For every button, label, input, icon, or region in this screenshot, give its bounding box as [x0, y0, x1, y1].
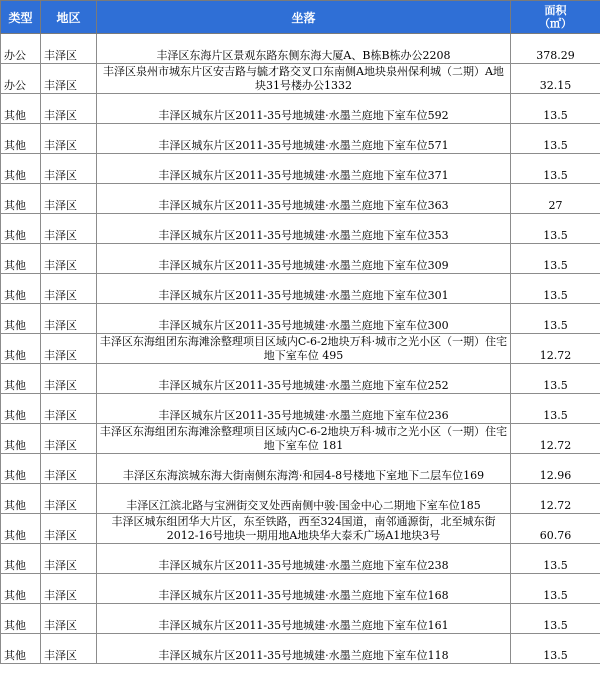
cell-area: 12.72 — [511, 484, 600, 514]
cell-address: 丰泽区城东片区2011-35号地城建·水墨兰庭地下室车位236 — [97, 394, 511, 424]
cell-area: 13.5 — [511, 604, 600, 634]
table-row — [1, 484, 600, 514]
cell-type: 办公 — [1, 64, 41, 94]
cell-type: 其他 — [1, 574, 41, 604]
table-row — [1, 334, 600, 364]
cell-address: 丰泽区城东片区2011-35号地城建·水墨兰庭地下室车位353 — [97, 214, 511, 244]
cell-area: 13.5 — [511, 124, 600, 154]
cell-address: 丰泽区东海组团东海滩涂整理项目区域内C-6-2地块万科·城市之光小区（一期）住宅地下室车位 495 — [97, 334, 511, 364]
table-row — [1, 304, 600, 334]
cell-area: 13.5 — [511, 214, 600, 244]
cell-address: 丰泽区泉州市城东片区安吉路与毓才路交叉口东南侧A地块泉州保利城（二期）A地块31号楼办公1332 — [97, 64, 511, 94]
cell-region: 丰泽区 — [41, 304, 97, 334]
cell-area: 378.29 — [511, 34, 600, 64]
cell-address: 丰泽区江滨北路与宝洲街交叉处西南侧中骏·国金中心二期地下室车位185 — [97, 484, 511, 514]
cell-address: 丰泽区城东片区2011-35号地城建·水墨兰庭地下室车位309 — [97, 244, 511, 274]
cell-type: 其他 — [1, 334, 41, 364]
cell-region: 丰泽区 — [41, 634, 97, 664]
cell-type: 其他 — [1, 214, 41, 244]
cell-type: 其他 — [1, 424, 41, 454]
table-row — [1, 394, 600, 424]
table-row — [1, 544, 600, 574]
cell-type: 其他 — [1, 484, 41, 514]
cell-address: 丰泽区东海滨城东海大街南侧东海湾·和园4-8号楼地下室地下二层车位169 — [97, 454, 511, 484]
table-row — [1, 424, 600, 454]
cell-type: 其他 — [1, 364, 41, 394]
header-area — [511, 1, 600, 34]
cell-region: 丰泽区 — [41, 484, 97, 514]
header-address: 坐落 — [97, 1, 511, 34]
cell-area: 12.96 — [511, 454, 600, 484]
cell-type: 其他 — [1, 514, 41, 544]
cell-address: 丰泽区城东片区2011-35号地城建·水墨兰庭地下室车位161 — [97, 604, 511, 634]
table-row — [1, 124, 600, 154]
cell-type: 其他 — [1, 94, 41, 124]
cell-type: 其他 — [1, 244, 41, 274]
table-row — [1, 214, 600, 244]
cell-type: 其他 — [1, 274, 41, 304]
cell-region: 丰泽区 — [41, 364, 97, 394]
table-body — [1, 34, 600, 664]
table-row — [1, 514, 600, 544]
cell-address: 丰泽区城东片区2011-35号地城建·水墨兰庭地下室车位238 — [97, 544, 511, 574]
table-row — [1, 574, 600, 604]
table-row — [1, 274, 600, 304]
cell-address: 丰泽区城东片区2011-35号地城建·水墨兰庭地下室车位252 — [97, 364, 511, 394]
table-row — [1, 154, 600, 184]
header-type: 类型 — [1, 1, 41, 34]
cell-address: 丰泽区城东片区2011-35号地城建·水墨兰庭地下室车位371 — [97, 154, 511, 184]
cell-type: 其他 — [1, 124, 41, 154]
cell-area: 13.5 — [511, 544, 600, 574]
table-row — [1, 244, 600, 274]
cell-region: 丰泽区 — [41, 244, 97, 274]
cell-area: 32.15 — [511, 64, 600, 94]
cell-region: 丰泽区 — [41, 514, 97, 544]
header-area-unit: （㎡） — [539, 17, 572, 30]
cell-address: 丰泽区城东片区2011-35号地城建·水墨兰庭地下室车位571 — [97, 124, 511, 154]
table-row — [1, 64, 600, 94]
cell-region: 丰泽区 — [41, 64, 97, 94]
cell-region: 丰泽区 — [41, 274, 97, 304]
cell-type: 其他 — [1, 544, 41, 574]
cell-type: 其他 — [1, 304, 41, 334]
cell-area: 13.5 — [511, 634, 600, 664]
cell-area: 13.5 — [511, 154, 600, 184]
cell-region: 丰泽区 — [41, 334, 97, 364]
cell-address: 丰泽区城东组团华大片区，东至铁路，西至324国道，南邻通源街，北至城东街2012-16号地块一期用地A地块华大泰禾广场A1地块3号 — [97, 514, 511, 544]
header-row — [1, 1, 600, 34]
cell-address: 丰泽区城东片区2011-35号地城建·水墨兰庭地下室车位301 — [97, 274, 511, 304]
cell-address: 丰泽区城东片区2011-35号地城建·水墨兰庭地下室车位168 — [97, 574, 511, 604]
cell-region: 丰泽区 — [41, 94, 97, 124]
cell-region: 丰泽区 — [41, 424, 97, 454]
table-row — [1, 94, 600, 124]
cell-region: 丰泽区 — [41, 574, 97, 604]
cell-address: 丰泽区城东片区2011-35号地城建·水墨兰庭地下室车位300 — [97, 304, 511, 334]
cell-region: 丰泽区 — [41, 214, 97, 244]
cell-address: 丰泽区城东片区2011-35号地城建·水墨兰庭地下室车位363 — [97, 184, 511, 214]
header-area-label: 面积 — [544, 4, 567, 17]
cell-region: 丰泽区 — [41, 454, 97, 484]
cell-address: 丰泽区城东片区2011-35号地城建·水墨兰庭地下室车位592 — [97, 94, 511, 124]
cell-area: 13.5 — [511, 574, 600, 604]
table-row — [1, 634, 600, 664]
cell-region: 丰泽区 — [41, 154, 97, 184]
cell-type: 其他 — [1, 454, 41, 484]
cell-address: 丰泽区东海片区景观东路东侧东海大厦A、B栋B栋办公2208 — [97, 34, 511, 64]
cell-type: 其他 — [1, 634, 41, 664]
header-region: 地区 — [41, 1, 97, 34]
cell-address: 丰泽区城东片区2011-35号地城建·水墨兰庭地下室车位118 — [97, 634, 511, 664]
cell-area: 13.5 — [511, 274, 600, 304]
cell-type: 办公 — [1, 34, 41, 64]
table-row — [1, 364, 600, 394]
cell-area: 12.72 — [511, 424, 600, 454]
cell-area: 13.5 — [511, 244, 600, 274]
cell-area: 13.5 — [511, 364, 600, 394]
cell-area: 13.5 — [511, 94, 600, 124]
cell-region: 丰泽区 — [41, 604, 97, 634]
table-row — [1, 454, 600, 484]
cell-region: 丰泽区 — [41, 544, 97, 574]
cell-type: 其他 — [1, 604, 41, 634]
cell-area: 13.5 — [511, 394, 600, 424]
cell-area: 13.5 — [511, 304, 600, 334]
cell-region: 丰泽区 — [41, 124, 97, 154]
cell-region: 丰泽区 — [41, 394, 97, 424]
cell-area: 12.72 — [511, 334, 600, 364]
cell-area: 27 — [511, 184, 600, 214]
cell-type: 其他 — [1, 184, 41, 214]
cell-area: 60.76 — [511, 514, 600, 544]
cell-region: 丰泽区 — [41, 34, 97, 64]
cell-type: 其他 — [1, 394, 41, 424]
cell-region: 丰泽区 — [41, 184, 97, 214]
table-row — [1, 604, 600, 634]
cell-address: 丰泽区东海组团东海滩涂整理项目区域内C-6-2地块万科·城市之光小区（一期）住宅地下室车位 181 — [97, 424, 511, 454]
table-row — [1, 34, 600, 64]
cell-type: 其他 — [1, 154, 41, 184]
table-row — [1, 184, 600, 214]
